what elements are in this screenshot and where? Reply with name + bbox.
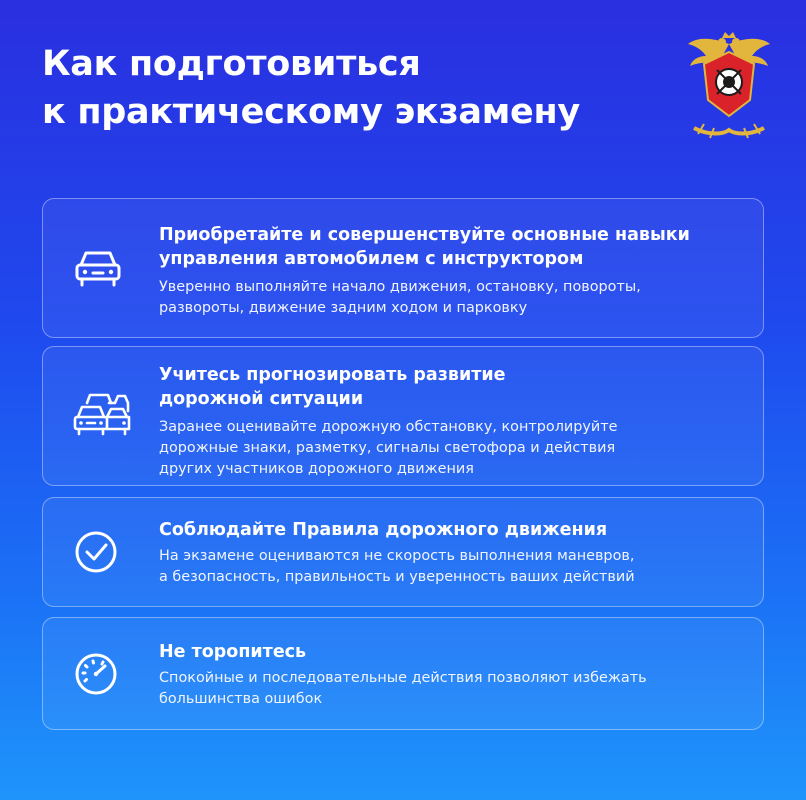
car-icon	[73, 247, 123, 289]
emblem-icon	[684, 30, 774, 142]
card-title: Учитесь прогнозировать развитие дорожной ситуации	[159, 365, 506, 409]
card-description: Заранее оценивайте дорожную обстановку, контролируйте дорожные знаки, разметку, сигналы светофора и действия других участников дорожного движения	[159, 419, 618, 477]
card-description: На экзамене оцениваются не скорость выполнения маневров, а безопасность, правильность и уверенность ваших действий	[159, 548, 635, 585]
page-title	[42, 40, 580, 136]
card-title: Приобретайте и совершенствуйте основные навыки управления автомобилем с инструктором	[159, 225, 690, 269]
traffic-cars-icon	[73, 391, 131, 441]
tip-card-skills	[42, 198, 764, 338]
tip-card-rules	[42, 497, 764, 607]
page-title-line-2: к практическому экзамену	[42, 92, 580, 132]
page-title-line-1: Как подготовиться	[42, 44, 421, 84]
check-circle-icon	[73, 529, 119, 575]
card-description: Спокойные и последовательные действия позволяют избежать большинства ошибок	[159, 670, 647, 707]
tip-card-forecast	[42, 346, 764, 486]
tip-card-no-rush	[42, 617, 764, 730]
card-title: Соблюдайте Правила дорожного движения	[159, 520, 608, 540]
speedometer-icon	[73, 651, 119, 697]
card-title: Не торопитесь	[159, 642, 307, 662]
card-description: Уверенно выполняйте начало движения, остановку, повороты, развороты, движение задним ходом и парковку	[159, 279, 641, 316]
